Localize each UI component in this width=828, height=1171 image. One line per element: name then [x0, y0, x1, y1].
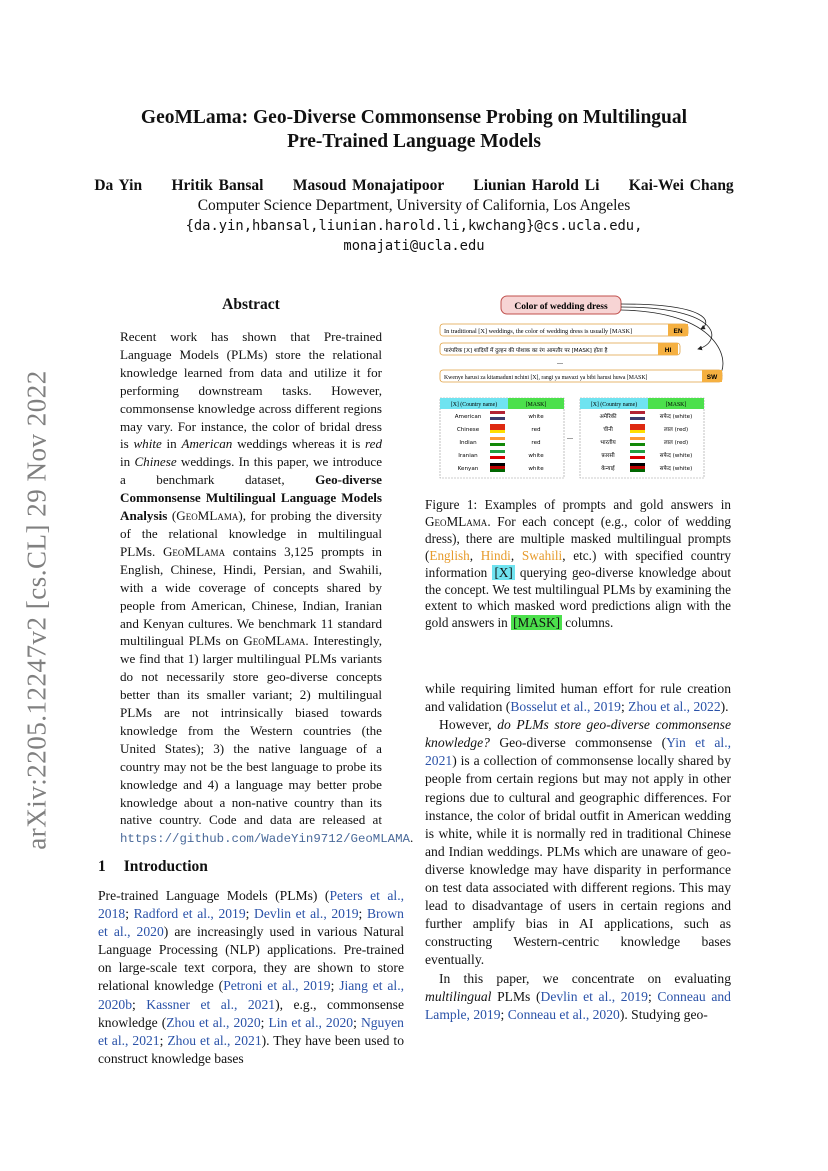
body-text: ; [647, 988, 658, 1004]
flag-icon [490, 463, 505, 472]
body-text: ; [620, 699, 629, 715]
table-right-country: चीनी [603, 427, 613, 433]
table-left-answer: white [528, 453, 544, 459]
citation-link[interactable]: Devlin et al., 2019 [540, 988, 648, 1004]
paragraph [425, 680, 731, 716]
table-right-country: केन्याई [601, 466, 615, 472]
code-link[interactable]: https://github.com/WadeYin9712/GeoMLAMA [120, 832, 410, 847]
caption-text: , [510, 547, 522, 563]
caption-text: , [469, 547, 481, 563]
abstract-text: in [161, 436, 182, 452]
prompt-dots: ... [557, 357, 563, 366]
emails: {da.yin,hbansal,liunian.harold.li,kwchang}@cs.ucla.edu, monajati@ucla.edu [185, 218, 643, 254]
body-text: ). [720, 699, 729, 715]
caption-text: querying geo-diverse knowledge about the concept. We test multilingual PLMs by examining the extent to which masked word predictions align with the gold answers in [425, 564, 731, 631]
tag-sw: SW [706, 374, 718, 381]
prompt-sw: Kwenye harusi za kitamaduni nchini [X], rangi ya mavazi ya bibi harusi huwa [MASK] [444, 375, 648, 381]
table-left-country: Indian [459, 440, 477, 446]
abstract-text: . Interestingly, we find that 1) larger multilingual PLMs variants do not necessarily store geo-diverse concepts better than its smaller variant; 2) multilingual PLMs are not intrinsically biased towards knowledge from the Western countries (the United States); 3) the native language of a country may not be the best language to probe its knowledge and 4) a language may better probe knowledge about a non-native country than its native country. Code and data are released at [120, 633, 382, 828]
body-text: ; [159, 1032, 168, 1048]
body-text: ; [330, 978, 340, 994]
flag-icon [630, 450, 645, 459]
abstract-italic: white [133, 436, 162, 452]
table-left-country: Chinese [456, 427, 480, 433]
table-right-country: फ़ारसी [601, 453, 615, 459]
abstract-text: weddings. In this paper, we introduce a benchmark dataset, [120, 454, 383, 488]
flag-icon [630, 424, 645, 433]
section-number: 1 [98, 858, 106, 875]
citation-link[interactable]: Yin et al., 2021 [425, 735, 731, 769]
tag-hi: HI [664, 347, 672, 354]
body-text: ) are increasingly used in various Natural Language Processing (NLP) applications. Pre-trained on large-scale text corpora, they are shown to store relational knowledge ( [98, 924, 404, 994]
body-text: ). They have been used to construct knowledge bases [98, 1032, 404, 1066]
body-text: ; [125, 906, 134, 922]
body-italic: do PLMs store geo-diverse commonsense knowledge? [425, 717, 732, 751]
citation-link[interactable]: Peters et al., 2018 [98, 888, 404, 922]
table-right-answer: लाल (red) [663, 427, 689, 433]
table-left-answer: white [528, 466, 544, 472]
concept-label: Color of wedding dress [514, 302, 608, 312]
table-right-country: भारतीय [600, 440, 616, 446]
section-title: Introduction [123, 858, 208, 875]
prompt-hi: पारंपरिक [X] शादियों में दुल्हन की पोशाक का रंग आमतौर पर [MASK] होता है [444, 348, 608, 354]
title-line-1: GeoMLama: Geo-Diverse Commonsense Probing on Multilingual [140, 107, 688, 128]
citation-link[interactable]: Bosselut et al., 2019 [510, 699, 621, 715]
body-text: ; [131, 996, 147, 1012]
abstract-dataset-name: Geo-diverse Commonsense Multilingual Language Models Analysis [120, 472, 382, 524]
table-right-header-mask: [MASK] [665, 402, 687, 408]
citation-link[interactable]: Zhou et al., 2022 [628, 699, 721, 715]
citation-link[interactable]: Jiang et al., 2020b [98, 978, 404, 1012]
table-right [580, 398, 704, 478]
abstract-italic: red [365, 436, 382, 452]
caption-text: . For each concept (e.g., color of wedding dress), there are multiple masked multilingual prompts ( [425, 513, 731, 563]
caption-x-highlight: [X] [494, 564, 513, 580]
abstract-smallcaps: GeoMLama [162, 543, 226, 559]
caption-lang-hi: Hindi [480, 547, 511, 563]
body-text: However, [439, 717, 498, 733]
caption-text: , etc.) with specified country information [425, 547, 732, 580]
body-text: In this paper, we concentrate on evaluating [439, 970, 731, 986]
table-right-country: अमेरिकी [599, 414, 617, 420]
arxiv-stamp [12, 360, 62, 860]
abstract-italic: Chinese [134, 454, 177, 470]
flag-icon [490, 411, 505, 420]
flag-icon [490, 450, 505, 459]
body-text: ), e.g., commonsense knowledge ( [98, 996, 404, 1030]
citation-link[interactable]: Zhou et al., 2021 [167, 1032, 262, 1048]
caption-text: Figure 1: Examples of prompts and gold answers in [425, 497, 731, 512]
intro-right-column [425, 680, 731, 1024]
table-left-country: American [454, 414, 482, 420]
body-text: ; [353, 1014, 361, 1030]
table-left-country: Kenyan [457, 466, 479, 472]
caption-text: columns. [561, 615, 614, 631]
paragraph [425, 716, 731, 969]
citation-link[interactable]: Conneau and Lample, 2019 [425, 988, 731, 1022]
table-left-answer: white [528, 414, 544, 420]
abstract-text: in [120, 454, 135, 470]
body-text: ) is a collection of commonsense locally shared by people from certain regions but may not apply in other regions due to cultural and geographic differences. For instance, the color of bridal outfit in American wedding is white, while it is normally red in traditional Chinese and Indian weddings. PLMs which are unaware of geo-diverse knowledge may have disparity in performance on test data associated with different regions. This may lead to disadvantage of users in certain regions and further amplify bias in AI applications, such as constructing Western-centric knowledge bases eventually. [425, 753, 731, 968]
abstract-italic: American [181, 436, 233, 452]
figure-caption [425, 497, 731, 632]
flag-icon [630, 437, 645, 446]
table-left-country: Iranian [458, 453, 478, 459]
paragraph [425, 970, 731, 1024]
citation-link[interactable]: Lin et al., 2020 [268, 1014, 354, 1030]
table-left-header-mask: [MASK] [525, 402, 547, 408]
body-text: PLMs ( [491, 988, 541, 1004]
body-text: Pre-trained Language Models (PLMs) ( [98, 888, 330, 903]
table-left-answer: red [531, 427, 541, 433]
title-line-2: Pre-Trained Language Models [287, 131, 541, 152]
abstract-smallcaps: GeoMLama [243, 633, 306, 649]
citation-link[interactable]: Kassner et al., 2021 [146, 996, 276, 1012]
citation-link[interactable]: Nguyen et al., 2021 [98, 1014, 404, 1048]
abstract-text: Recent work has shown that Pre-trained Language Models (PLMs) store the relational knowledge learned from data and utilize it for performing downstream tasks. However, commonsense knowledge across different regions may vary. For instance, the color of bridal dress is [120, 329, 382, 452]
citation-link[interactable]: Zhou et al., 2020 [166, 1014, 261, 1030]
body-text: ). Studying geo- [619, 1006, 708, 1022]
flag-icon [490, 424, 505, 433]
abstract-text: ( [167, 508, 177, 524]
abstract-text: . [410, 830, 414, 846]
table-left [440, 398, 564, 478]
tag-en: EN [673, 328, 683, 335]
table-right-header-x: [X] (Country name) [590, 402, 638, 408]
caption-lang-en: English [429, 547, 470, 563]
caption-mask-highlight: [MASK] [513, 615, 560, 631]
paper-title [60, 106, 768, 154]
abstract-heading: Abstract [222, 296, 280, 313]
table-right-answer: सफेद (white) [659, 414, 693, 420]
body-italic: multilingual [425, 988, 492, 1004]
body-text: ; [245, 906, 255, 922]
citation-link[interactable]: Brown et al., 2020 [98, 906, 404, 940]
citation-link[interactable]: Radford et al., 2019 [133, 906, 246, 922]
caption-smallcaps: GeoMLama [425, 513, 488, 529]
table-dots: ... [567, 432, 573, 441]
abstract-text: weddings whereas it is [232, 436, 366, 452]
table-left-header-x: [X] (Country name) [450, 402, 498, 408]
caption-lang-sw: Swahili [521, 547, 563, 563]
abstract-text: contains 3,125 prompts in English, Chinese, Hindi, Persian, and Swahili, with a wide coverage of concepts shared by people from American, Chinese, Indian, Iranian and Kenyan cultures. We benchmark 11 standard multilingual PLMs on [120, 543, 382, 649]
body-text: ; [358, 906, 367, 922]
authors: Da Yin Hritik Bansal Masoud Monajatipoor Liunian Harold Li Kai-Wei Chang [94, 177, 734, 194]
body-text: ; [500, 1006, 508, 1022]
table-right-answer: सफेद (white) [659, 453, 693, 459]
abstract-smallcaps: GeoMLama [176, 508, 239, 524]
citation-link[interactable]: Petroni et al., 2019 [223, 978, 331, 994]
citation-link[interactable]: Conneau et al., 2020 [507, 1006, 620, 1022]
affiliation: Computer Science Department, University of California, Los Angeles [197, 197, 631, 214]
flag-icon [490, 437, 505, 446]
abstract-text: ), for probing the diversity of the relational knowledge in multilingual PLMs. [120, 508, 383, 559]
body-text: Geo-diverse commonsense ( [489, 735, 667, 751]
flag-icon [630, 463, 645, 472]
body-text: while requiring limited human effort for rule creation and validation ( [425, 681, 731, 715]
figure-1 [438, 294, 728, 479]
intro-left-column [98, 887, 404, 1068]
body-text: ; [260, 1014, 269, 1030]
table-right-answer: सफेद (white) [659, 466, 693, 472]
citation-link[interactable]: Devlin et al., 2019 [254, 906, 359, 922]
arxiv-stamp-text: arXiv:2205.12247v2 [cs.CL] 29 Nov 2022 [21, 370, 52, 850]
section-heading [98, 858, 208, 876]
table-left-answer: red [531, 440, 541, 446]
flag-icon [630, 411, 645, 420]
prompt-en: In traditional [X] weddings, the color of wedding dress is usually [MASK] [444, 328, 633, 335]
abstract-body [120, 328, 414, 849]
table-right-answer: लाल (red) [663, 440, 689, 446]
